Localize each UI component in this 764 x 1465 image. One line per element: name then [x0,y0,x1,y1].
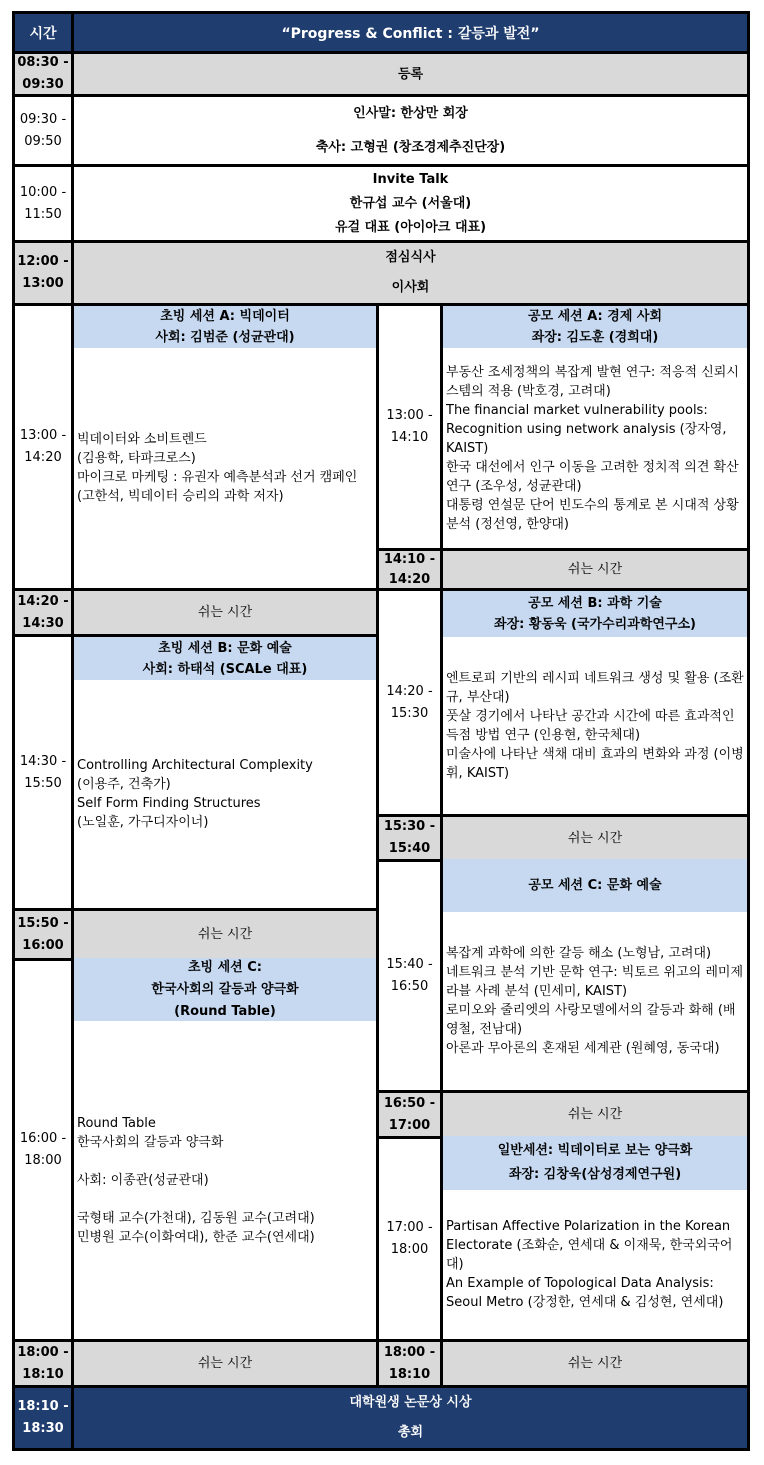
header-time-cell [15,14,71,51]
time-end: 15:40 [388,841,431,856]
time-start: 18:00 - [17,1344,69,1360]
award-label: 대학원생 논문상 시상 [349,1395,472,1410]
time-cell-right-break-3 [379,1093,440,1136]
time-cell-lunch [15,243,71,303]
time-start: 18:00 - [383,1344,436,1360]
session-chair: 좌장: 김도훈 (경희대) [531,330,659,345]
time-start: 13:00 - [386,408,433,423]
left-break-3 [74,1342,376,1385]
talk-item: Partisan Affective Polarization in the Korean Electorate (조화순, 연세대 & 이재묵, 한국외국어대) [446,1219,733,1272]
time-end: 11:50 [24,206,62,222]
time-start: 08:30 - [17,55,69,70]
board-meeting-label: 이사회 [391,280,430,295]
time-cell-left-session-a [15,306,71,588]
left-break-1 [74,591,376,634]
left-session-c-talks [74,1021,376,1339]
left-session-a-talks [74,348,376,588]
time-end: 18:00 [390,1242,429,1257]
talk-item: 부동산 조세정책의 복잡계 발현 연구: 적응적 신뢰시스템의 적용 (박호경, 고려대) [446,364,739,399]
time-start: 15:50 - [17,915,69,931]
time-start: 14:10 - [383,551,436,567]
session-subtitle: 한국사회의 갈등과 양극화 [151,981,299,997]
talk-item: 복잡계 과학에 의한 갈등 해소 (노형남, 고려대) [446,946,712,961]
talk-moderator: 사회: 이종관(성균관대) [77,1172,209,1188]
invite-speaker-2: 유걸 대표 (아이아크 대표) [334,219,487,235]
time-cell-right-session-d [379,1139,440,1339]
time-start: 16:00 - [19,1131,67,1146]
program-table [12,11,750,1451]
lunch-label: 점심식사 [385,250,436,265]
time-start: 14:30 - [19,753,67,769]
talk-speaker: (김용학, 타파크로스) [77,451,196,466]
session-title: 공모 세션 A: 경제 사회 [527,309,663,324]
break-label: 쉬는 시간 [567,562,623,577]
session-chair: 좌장: 김창욱(삼성경제연구원) [508,1167,682,1182]
right-session-b-header [443,591,747,637]
talk-item: The financial market vulnerability pools: Recognition using network analysis (장자영, KAIST) [446,402,727,456]
session-title: 일반세션: 빅데이터로 보는 양극화 [497,1143,693,1158]
session-title: 공모 세션 C: 문화 예술 [528,878,662,893]
talk-item: 미술사에 나타난 색채 대비 효과의 변화와 과정 (이병휘, KAIST) [446,746,744,781]
time-start: 10:00 - [19,184,67,200]
session-title: 초빙 세션 A: 빅데이터 [160,309,290,324]
time-cell-left-session-c [15,961,71,1339]
time-cell-left-break-1 [15,591,71,634]
right-break-2 [443,817,747,859]
invite-speaker-1: 한규섭 교수 (서울대) [349,195,472,211]
invite-title: Invite Talk [372,171,449,187]
talk-item: An Example of Topological Data Analysis: Seoul Metro (강정한, 연세대 & 김성현, 연세대) [446,1276,724,1310]
right-break-1 [443,551,747,588]
break-label: 쉬는 시간 [567,1356,623,1371]
time-start: 14:20 - [17,593,69,609]
time-start: 16:50 - [383,1095,436,1111]
time-cell-opening [15,97,71,164]
registration-label: 등록 [397,66,424,82]
right-session-c-talks [443,912,747,1090]
time-cell-left-break-2 [15,911,71,958]
left-session-c-header [74,958,376,1021]
left-session-b-header [74,637,376,680]
left-session-a-header [74,306,376,348]
time-start: 09:30 - [19,111,67,127]
time-start: 15:30 - [383,819,436,834]
time-cell-registration [15,54,71,94]
talk-title: Controlling Architectural Complexity [77,758,313,773]
time-end: 16:50 [390,979,429,994]
right-session-a-header [443,306,747,348]
time-end: 14:30 [22,615,64,631]
time-end: 15:30 [390,705,429,721]
session-chair: 좌장: 황동욱 (국가수리과학연구소) [494,617,696,632]
session-title: 공모 세션 B: 과학 기술 [528,596,662,611]
time-cell-right-session-c [379,862,440,1090]
time-end: 18:10 [388,1366,431,1382]
talk-subtitle: 한국사회의 갈등과 양극화 [77,1134,224,1150]
opening-congrats: 축사: 고형권 (창조경제추진단장) [315,139,506,155]
right-session-d-header [443,1136,747,1190]
spacer [77,1152,374,1171]
time-end: 14:20 [24,450,62,465]
time-start: 17:00 - [386,1220,433,1235]
time-start: 13:00 - [19,428,67,443]
talk-item: 대통령 연설문 단어 빈도수의 통계로 본 시대적 상황 분석 (정선영, 한양대) [446,497,739,532]
time-cell-invite [15,167,71,240]
time-end: 13:00 [22,276,64,291]
invite-cell [74,167,747,240]
header-title-cell [74,14,747,51]
general-meeting-label: 총회 [397,1425,424,1440]
time-cell-right-break-1 [379,551,440,588]
talk-panel: 국형태 교수(가천대), 김동원 교수(고려대) [77,1210,315,1226]
break-label: 쉬는 시간 [567,1107,623,1122]
session-chair: 사회: 김범준 (성균관대) [155,330,295,345]
time-end: 18:00 [24,1153,62,1168]
talk-item: 네트워크 분석 기반 문학 연구: 빅토르 위고의 레미제라블 사례 분석 (민세미, KAIST) [446,965,744,999]
time-end: 09:50 [24,133,62,149]
time-end: 09:30 [22,77,64,92]
break-label: 쉬는 시간 [197,927,253,942]
right-break-4 [443,1342,747,1385]
spacer [77,1190,374,1209]
right-session-a-talks [443,348,747,548]
talk-item: 풋살 경기에서 나타난 공간과 시간에 따른 효과적인 득점 방법 연구 (인용현, 한국체대) [446,708,735,743]
lunch-cell [74,243,747,303]
talk-speaker: (이용주, 건축가) [77,777,171,792]
session-chair: 사회: 하태석 (SCALe 대표) [142,661,308,677]
time-cell-right-session-a [379,306,440,548]
talk-item: 로미오와 줄리엣의 사랑모델에서의 갈등과 화해 (배영철, 전남대) [446,1003,736,1037]
talk-title: Self Form Finding Structures [77,796,261,811]
time-end: 16:00 [22,937,64,953]
talk-item: 아론과 무아론의 혼재된 세계관 (원혜영, 동국대) [446,1041,720,1056]
header-time-label: 시간 [29,25,57,42]
session-title: 초빙 세션 C: [187,959,263,975]
time-cell-right-session-b [379,591,440,814]
right-session-b-talks [443,637,747,814]
session-title: 초빙 세션 B: 문화 예술 [158,640,292,656]
left-session-b-talks [74,680,376,908]
time-cell-left-session-b [15,637,71,908]
right-break-3 [443,1093,747,1136]
time-end: 18:30 [22,1421,64,1436]
time-cell-right-break-4 [379,1342,440,1385]
time-cell-left-break-3 [15,1342,71,1385]
talk-item: 한국 대선에서 인구 이동을 고려한 정치적 의견 확산 연구 (조우성, 성균관대) [446,459,739,494]
talk-title: Round Table [77,1115,156,1131]
time-start: 18:10 - [17,1399,69,1414]
closing-cell [74,1388,747,1448]
right-session-c-header [443,859,747,912]
time-end: 18:10 [22,1366,64,1382]
break-label: 쉬는 시간 [197,1356,253,1371]
right-session-d-talks [443,1190,747,1339]
talk-panel: 민병원 교수(이화여대), 한준 교수(연세대) [77,1229,315,1245]
time-end: 14:10 [390,430,429,445]
break-label: 쉬는 시간 [197,605,253,620]
time-start: 15:40 - [386,957,433,972]
talk-item: 엔트로피 기반의 레시피 네트워크 생성 및 활용 (조환규, 부산대) [446,670,744,705]
time-cell-closing [15,1388,71,1448]
break-label: 쉬는 시간 [567,830,623,846]
time-start: 12:00 - [17,254,69,269]
time-end: 15:50 [24,775,62,791]
opening-greeting: 인사말: 한상만 회장 [353,105,468,121]
registration-cell [74,54,747,94]
talk-title: 빅데이터와 소비트렌드 [77,432,207,447]
left-break-2 [74,911,376,958]
opening-cell [74,97,747,164]
time-cell-right-break-2 [379,817,440,859]
time-start: 14:20 - [386,683,433,699]
talk-title: 마이크로 마케팅 : 유권자 예측분석과 선거 캠페인 (고한석, 빅데이터 승리의 과학 저자) [77,470,358,504]
talk-speaker: (노일훈, 가구디자이너) [77,815,209,830]
time-end: 17:00 [388,1117,431,1133]
page-title: “Progress & Conflict : 갈등과 발전” [281,25,540,42]
time-end: 14:20 [388,571,431,587]
session-note: (Round Table) [174,1003,276,1019]
